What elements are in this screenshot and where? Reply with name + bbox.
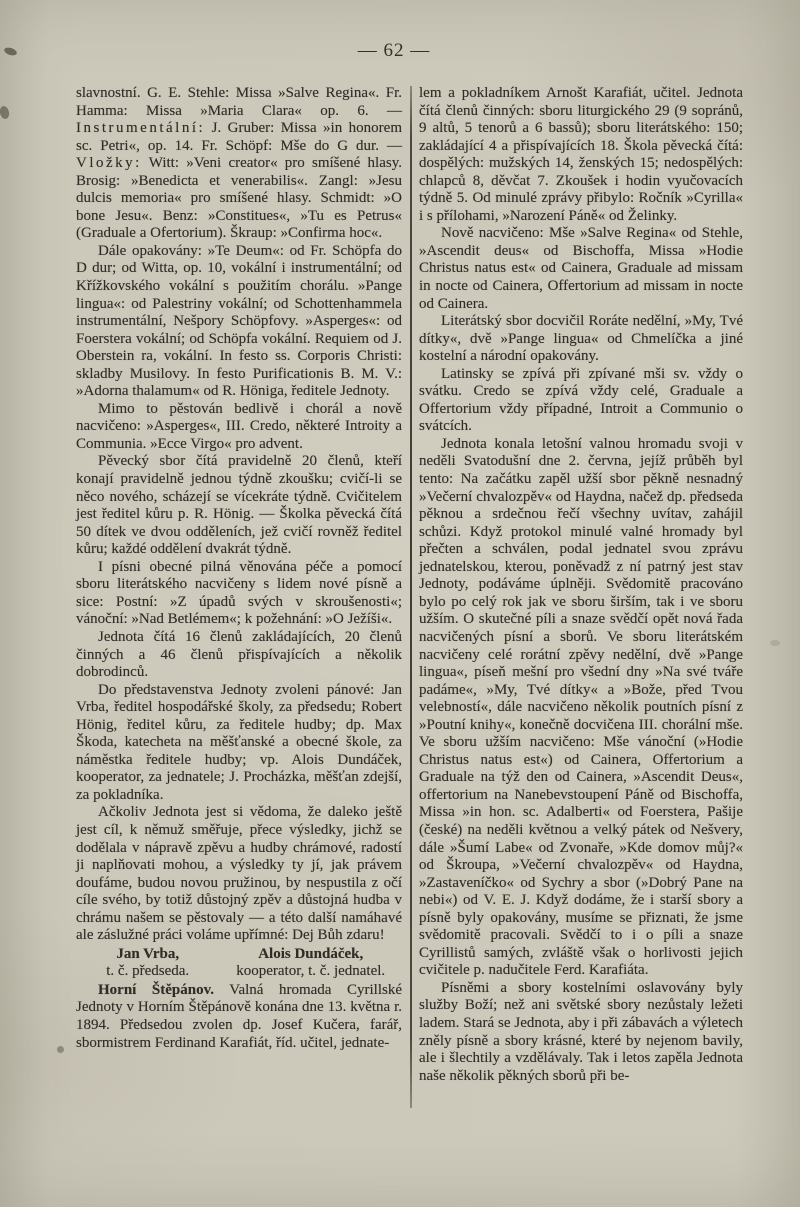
signature-chairman (76, 946, 219, 981)
paragraph: I písni obecné pilná věnována péče a pomocí sboru literátského nacvičeny s lidem nové písně a sice: Postní: »Z úpadů svých v skroušenosti«; vánoční: »Nad Betlémem«; k požehnání: »O Ježíši«. (76, 558, 402, 628)
paragraph: Literátský sbor docvičil Roráte nedělní, »My, Tvé dítky«, dvě »Pange lingua« od Chmelíčka a jiné kostelní a národní opakovány. (419, 313, 743, 365)
signature-role: kooperator, t. č. jednatel. (236, 963, 386, 980)
signature-name: Alois Dundáček, (258, 945, 364, 962)
paragraph-text: Valná hromada Cyrillské Jednoty v Horním Štěpánově konána dne 13. května r. 1894. Předsedou zvolen dp. Josef Kučera, farář, sbormistrem Ferdinand Karafiát, říd. učitel, jednate- (76, 981, 403, 1051)
paragraph: lem a pokladníkem Arnošt Karafiát, učitel. Jednota čítá členů činných: sboru liturgického 29 (9 sopránů, 9 altů, 5 tenorů a 6 bassů); sboru literátského: 150; zakládající 4 a přispívajících 18. Škola pěvecká čítá: dospělých: mužských 14, ženských 15; nedospělých: chlapců 8, děvčat 7. Zkoušek i hodin vyučovacích týdně 5. Od minulé zprávy přibylo: Ročník »Cyrilla« i s přílohami, »Narození Páně« od Želinky. (419, 85, 743, 224)
paragraph: Latinsky se zpívá při zpívané mši sv. vždy o svátku. Credo se zpívá vždy celé, Graduale a Offertorium vždy případné, Introit a Communio o svátcích. (419, 365, 743, 435)
paragraph: Dále opakovány: »Te Deum«: od Fr. Schöpfa do D dur; od Witta, op. 10, vokální i instrumentální; od Křížkovského vokální s použitím chorálu. »Pange lingua«: od Palestriny vokální; od Schottenhammela instrumentální, Nešpory Schöpfovy. »Asperges«: od Foerstera vokální; od Schöpfa vokální. Requiem od J. Oberstein ra, vokální. In festo ss. Corporis Christi: skladby Musilovy. In festo Purificationis B. M. V.: »Adorna thalamum« od R. Höniga, ředitele Jednoty. (76, 242, 402, 400)
paragraph: Ačkoliv Jednota jest si vědoma, že daleko ještě jest cíl, k němuž směřuje, přece výsledky, jichž se dodělala v nápravě zpěvu a hudby chrámové, radostí ji naplňovati mohou, a výsledky ty jí, jak právem doufáme, budou novou pružinou, by nespustila z očí cíle svého, by totiž důstojný zpěv a důstojná hudba v chrámu našem se pěstovaly — a této další namáhavé ale záslužné práci voláme upřímné: Dej Bůh zdaru! (76, 804, 402, 944)
signature-name: Jan Vrba, (116, 945, 180, 962)
paragraph (76, 85, 402, 243)
paragraph: Nově nacvičeno: Mše »Salve Regina« od Stehle, »Ascendit deus« od Bischoffa, Missa »Hodie Christus natus est« od Cainera, Graduale ad missam in nocte od Cainera, Offertorium ad missam in nocte od Cainera. (419, 225, 743, 312)
section-heading: Horní Štěpánov. (98, 981, 214, 998)
paragraph: Písněmi a sbory kostelními oslavovány byly služby Boží; než ani světské sbory nezůstaly ležeti ladem. Stará se Jednota, aby i při zábavách a výletech zněly písně a sbory krásné, které by nejenom bavily, ale i šlechtily a vzdělávaly. Tak i letos zapěla Jednota naše několik pěkných sborů při be- (419, 979, 743, 1084)
paragraph: Do představenstva Jednoty zvoleni pánové: Jan Vrba, ředitel hospodářské školy, za předsedu; Robert Hönig, ředitel kůru, za ředitele hudby; dp. Max Škoda, katecheta na měšťanské a obecné škole, za náměstka ředitele hudby; vp. Alois Dundáček, kooperator, za jednatele; J. Procházka, měšťan zdejší, za pokladníka. (76, 681, 402, 803)
paragraph: Pěvecký sbor čítá pravidelně 20 členů, kteří konají pravidelně jednou týdně zkoušku; cvičí-li se něco nového, scházejí se vícekráte týdně. Cvičitelem jest ředitel kůru p. R. Hönig. — Školka pěvecká čítá 50 dítek ve dvou odděleních, jež cvičí rovněž ředitel kůru; každé oddělení dvakrát týdně. (76, 453, 402, 558)
page-number: — 62 — (357, 40, 431, 61)
scan-speck (770, 640, 780, 646)
paragraph-text: Witt: »Veni creator« pro smíšené hlasy. Brosig: »Benedicta et venerabilis«. Zangl: »Jesu dulcis memoria« pro smíšené hlasy. Schmidt: »O bone Jesu«. Benz: »Constitues«, »Tu es Petrus« (Graduale a Ofertorium). Škraup: »Confirma hoc«. (76, 155, 402, 242)
letterspaced-text: Vložky: (76, 155, 142, 172)
signature-block (76, 945, 402, 982)
scan-speck (57, 1046, 64, 1053)
column-divider (410, 86, 412, 1108)
scan-speck (0, 105, 10, 120)
right-column (419, 85, 743, 1085)
signature-secretary (219, 946, 402, 981)
paragraph-text: slavnostní. G. E. Stehle: Missa »Salve Regina«. Fr. Hamma: Missa »Maria Clara« op. 6. — (76, 85, 402, 119)
paragraph: Jednota čítá 16 členů zakládajících, 20 členů činných a 46 členů přispívajících a několik dobrodinců. (76, 628, 402, 681)
left-column (76, 85, 402, 1052)
paragraph-text: J. Gruber: Missa »in honorem sc. Petri«, op. 14. Fr. Schöpf: Mše do G dur. — (76, 120, 402, 154)
letterspaced-text: Instrumentální: (76, 120, 206, 137)
paragraph: Mimo to pěstován bedlivě i chorál a nově nacvičeno: »Asperges«, III. Credo, některé Introity a Communia. »Ecce Virgo« pro advent. (76, 400, 402, 452)
paragraph (76, 982, 402, 1052)
paragraph: Jednota konala letošní valnou hromadu svoji v neděli Svatodušní dne 2. června, jejíž průběh byl tento: Na začátku zapěl užší sbor pěkně nesnadný »Večerní chvalozpěv« od Haydna, načež dp. předseda pěknou a srdečnou řečí všechny uvítav, zahájil schůzi. Když protokol minulé valné hromady byl přečten a schválen, podal jednatel svou zprávu jednatelskou, kterou, poněvadž z ní patrný jest stav Jednoty, podáváme úplněji. Svědomitě pracováno bylo po celý rok jak ve sboru širším, tak i ve sboru užším. O skutečné píli a snaze svědčí opět nová řada nacvičených písní a sborů. Ve sboru literátském nacvičeny celé rorátní zpěvy nedělní, dvě »Pange lingua«, píseň mešní pro všední dny »Na své tváře padáme«, »My, Tvé dítky« a »Bože, před Tvou velebností«, dále nacvičeno několik poutních písní z »Poutní knihy«, konečně docvičena III. chorální mše. Ve sboru užším nacvičeno: Mše vánoční (»Hodie Christus natus est«) od Cainera, Offertorium a Graduale na týž den od Cainera, »Ascendit Deus«, offertorium na Nanebevstoupení Páně od Bischoffa, Missa »in hon. sc. Adalberti« od Foerstera, Pašije (české) na neděli květnou a velký pátek od Nešvery, dále »Šumí Labe« od Zvonaře, »Kde domov můj?« od Škroupa, »Večerní chvalozpěv« od Haydna, »Zastaveníčko« od Sychry a sbor (»Dobrý Pane na nebi«) od V. E. J. Když dodáme, že i starší sbory a písně byly opakovány, musíme se přiznati, že jsme svědomitě pracovali. Svědčí to i o píli a snaze Cyrillistů samých, zvláště však o horlivosti jejich cvičitele p. nadučitele Ferd. Karafiáta. (419, 435, 743, 979)
text-columns (76, 85, 744, 1108)
signature-role: t. č. předseda. (106, 963, 190, 980)
